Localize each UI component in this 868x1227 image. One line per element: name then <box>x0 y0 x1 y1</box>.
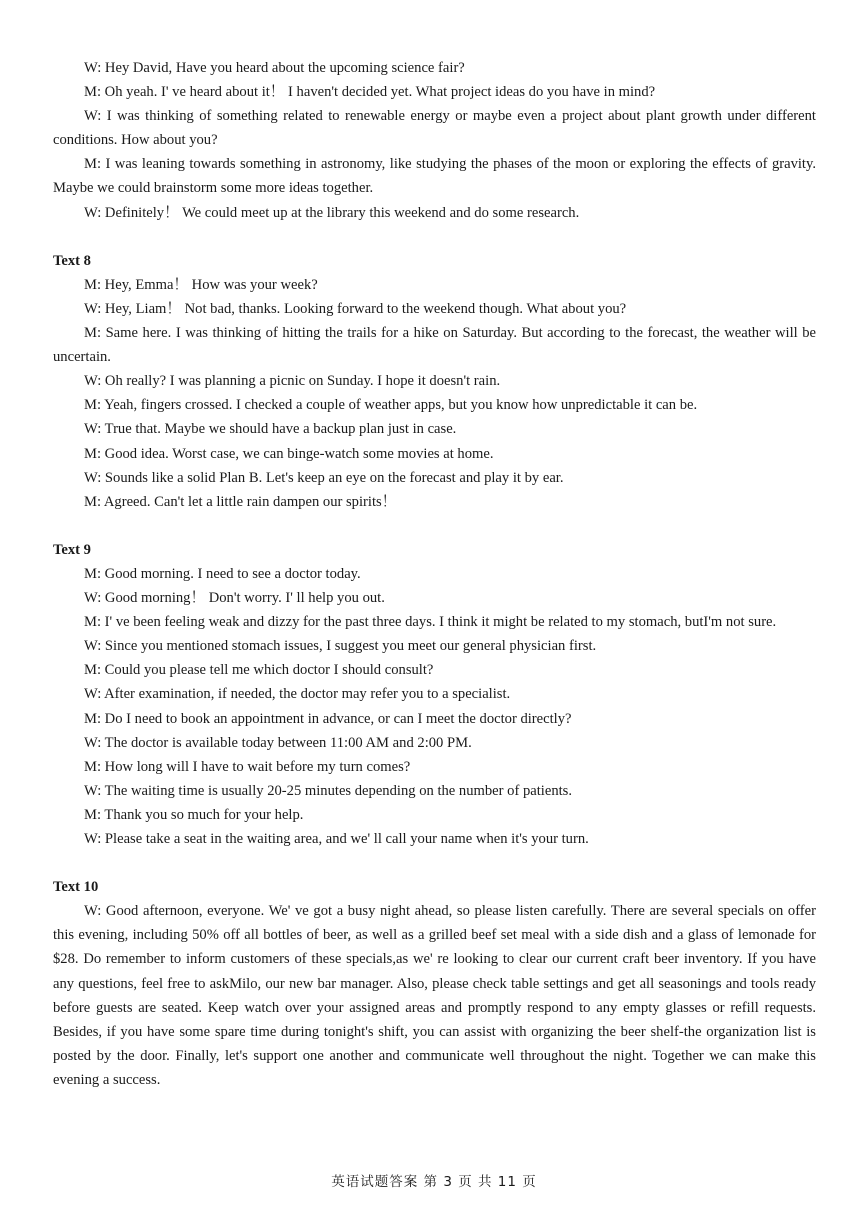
dialogue-line: M: I' ve been feeling weak and dizzy for the past three days. I think it might be related to my stomach, butI'm not sure. <box>84 614 777 631</box>
dialogue-line: M: Hey, Emma！ How was your week? <box>84 276 318 293</box>
dialogue-line: W: Hey David, Have you heard about the upcoming science fair? <box>84 60 465 76</box>
dialogue-line: M: Agreed. Can't let a little rain dampen our spirits！ <box>84 493 397 510</box>
dialogue-line: W: After examination, if needed, the doctor may refer you to a specialist. <box>84 686 511 703</box>
dialogue-line: M: I was leaning towards something in astronomy, like studying the phases of the moon or exploring the effects of gravity. Maybe we could brainstorm some more ideas together. <box>53 156 816 197</box>
dialogue-line: W: Please take a seat in the waiting area, and we' ll call your name when it's your turn. <box>84 831 589 847</box>
monologue-paragraph: W: Good afternoon, everyone. We' ve got a busy night ahead, so please listen carefully. There are several specials on offer this evening, including 50% off all bottles of beer, as well as a grilled beef set meal with a side dish and a glass of lemonade for $28. Do remember to inform customers of these specials,as we' re looking to clear our current craft beer inventory. If you have any questions, feel free to askMilo, our new bar manager. Also, please check table settings and get all seasonings and tools ready before guests are seated. Keep watch over your assigned areas and promptly respond to any empty glasses or refill requests. Besides, if you have some spare time during tonight's shift, you can assist with organizing the beer shelf-the organization list is posted by the door. Finally, let's support one another and communicate well throughout the night. Together we can make this evening a success. <box>53 903 816 1088</box>
page-footer: 英语试题答案 第 3 页 共 11 页 <box>331 1174 537 1190</box>
dialogue-line: M: Do I need to book an appointment in advance, or can I meet the doctor directly? <box>84 710 572 727</box>
dialogue-line: W: True that. Maybe we should have a backup plan just in case. <box>84 421 457 438</box>
dialogue-line: W: Hey, Liam！ Not bad, thanks. Looking forward to the weekend though. What about you? <box>84 300 627 317</box>
document-page <box>53 56 816 1092</box>
dialogue-line: M: How long will I have to wait before my turn comes? <box>84 758 411 775</box>
section-heading: Text 9 <box>53 541 91 558</box>
dialogue-line: M: Same here. I was thinking of hitting the trails for a hike on Saturday. But according to the forecast, the weather will be uncertain. <box>53 325 816 366</box>
dialogue-line: W: Sounds like a solid Plan B. Let's keep an eye on the forecast and play it by ear. <box>84 469 564 486</box>
text9-section <box>53 538 816 851</box>
dialogue-line: M: Could you please tell me which doctor I should consult? <box>84 662 434 679</box>
dialogue-line: M: Good morning. I need to see a doctor today. <box>84 565 361 582</box>
dialogue-line: W: Good morning！ Don't worry. I' ll help you out. <box>84 590 385 607</box>
dialogue-line: W: The waiting time is usually 20-25 minutes depending on the number of patients. <box>84 782 572 799</box>
text8-section <box>53 249 816 514</box>
section-heading: Text 10 <box>53 879 99 896</box>
dialogue-line: M: Thank you so much for your help. <box>84 806 304 823</box>
dialogue-line: W: Definitely！ We could meet up at the library this weekend and do some research. <box>84 204 580 221</box>
section-heading: Text 8 <box>53 252 91 269</box>
dialogue-line: W: The doctor is available today between 11:00 AM and 2:00 PM. <box>84 734 472 751</box>
text7-dialogue <box>53 56 816 225</box>
dialogue-line: M: Good idea. Worst case, we can binge-watch some movies at home. <box>84 445 494 462</box>
dialogue-line: W: Since you mentioned stomach issues, I suggest you meet our general physician first. <box>84 638 597 655</box>
dialogue-line: W: Oh really? I was planning a picnic on Sunday. I hope it doesn't rain. <box>84 373 501 390</box>
dialogue-line: M: Yeah, fingers crossed. I checked a couple of weather apps, but you know how unpredictable it can be. <box>84 397 698 414</box>
dialogue-line: M: Oh yeah. I' ve heard about it！ I haven't decided yet. What project ideas do you have in mind? <box>84 84 656 101</box>
text10-section <box>53 875 816 1092</box>
dialogue-line: W: I was thinking of something related to renewable energy or maybe even a project about plant growth under different conditions. How about you? <box>53 108 816 149</box>
